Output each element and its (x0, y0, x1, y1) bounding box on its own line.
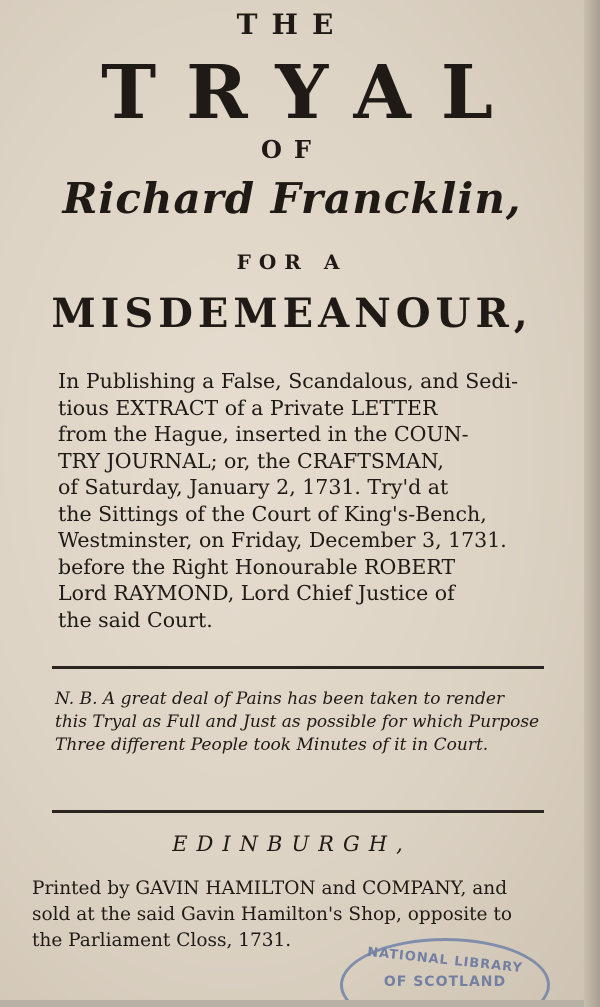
description-line: the said Court. (58, 607, 213, 632)
stamp-line-2: OF SCOTLAND (383, 974, 507, 990)
description-line: before the Right Honourable ROBERT (58, 554, 456, 579)
nota-bene: N. B. A great deal of Pains has been taken to render this Tryal as Full and Just as possible for which Purpose Three different People took Minutes of it in Court. (55, 689, 540, 755)
description-line: of Saturday, January 2, 1731. Try'd at (58, 475, 449, 499)
defendant-name: Richard Francklin, (62, 174, 522, 223)
description-line: tious EXTRACT of a Private LETTER (58, 395, 438, 420)
case-description (58, 368, 538, 633)
offence-title: MISDEMEANOUR, (51, 290, 533, 337)
stamp-line-1: NATIONAL LIBRARY (366, 944, 524, 977)
page-edge (584, 0, 600, 1007)
imprint-line: the Parliament Closs, 1731. (32, 930, 292, 951)
imprint-line: sold at the said Gavin Hamilton's Shop, opposite to (32, 904, 512, 925)
description-line: TRY JOURNAL; or, the CRAFTSMAN, (58, 448, 444, 473)
description-line: the Sittings of the Court of King's-Bench, (58, 501, 487, 526)
heading-the: THE (236, 8, 348, 41)
divider-top (52, 666, 544, 669)
description-line: Westminster, on Friday, December 3, 1731. (58, 528, 507, 552)
heading-tryal: TRYAL (101, 50, 523, 136)
divider-bottom (52, 810, 544, 813)
description-line: from the Hague, inserted in the COUN- (58, 422, 469, 446)
heading-of: OF (261, 135, 323, 164)
imprint-line: Printed by GAVIN HAMILTON and COMPANY, and (32, 878, 508, 899)
description-line: In Publishing a False, Scandalous, and Sedi- (58, 369, 518, 393)
imprint-place: EDINBURGH, (172, 832, 412, 856)
description-line: Lord RAYMOND, Lord Chief Justice of (58, 581, 455, 605)
heading-for-a: FOR A (236, 250, 348, 274)
